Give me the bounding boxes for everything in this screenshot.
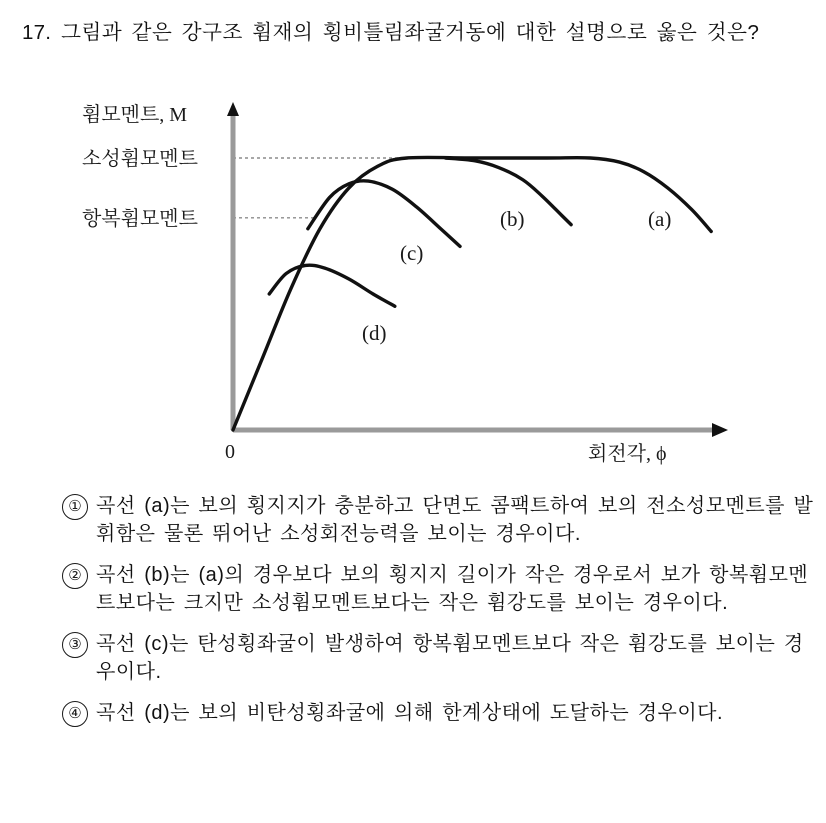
choice-text-3: 곡선 (c)는 탄성횡좌굴이 발생하여 항복휨모멘트보다 작은 휨강도를 보이는 경우이다. [96, 633, 804, 683]
choice-marker-3: ③ [62, 632, 88, 658]
curve-label-b: (b) [500, 207, 525, 231]
question-row [22, 18, 812, 47]
question-number: 17. [22, 21, 52, 44]
curve-label-c: (c) [400, 241, 424, 265]
chart-svg [0, 92, 826, 482]
curve-label-d: (d) [362, 321, 387, 345]
choice-text-1: 곡선 (a)는 보의 횡지지가 충분하고 단면도 콤팩트하여 보의 전소성모멘트를 발휘함은 물론 뛰어난 소성회전능력을 보이는 경우이다. [96, 495, 814, 545]
answer-choice[interactable] [62, 630, 822, 686]
curve-label-a: (a) [648, 207, 672, 231]
x-axis-label: 회전각, ϕ [588, 443, 667, 465]
yield-moment-label: 항복휨모멘트 [82, 207, 198, 230]
curve-a [233, 157, 711, 430]
y-axis-arrowhead [227, 102, 239, 116]
origin-label: 0 [225, 441, 235, 463]
moment-rotation-diagram [0, 92, 826, 482]
choice-text-2: 곡선 (b)는 (a)의 경우보다 보의 횡지지 길이가 작은 경우로서 보가 항복휨모멘트보다는 크지만 소성휨모멘트보다는 작은 휨강도를 보이는 경우이다. [96, 564, 809, 614]
answer-choice[interactable] [62, 561, 822, 617]
curve-d [269, 265, 395, 306]
choice-text-4: 곡선 (d)는 보의 비탄성횡좌굴에 의해 한계상태에 도달하는 경우이다. [96, 702, 724, 724]
question-block [22, 18, 812, 47]
choice-marker-2: ② [62, 563, 88, 589]
answer-choice[interactable] [62, 699, 822, 727]
choice-marker-4: ④ [62, 701, 88, 727]
choice-marker-1: ① [62, 494, 88, 520]
y-axis-label: 휨모멘트, M [82, 104, 188, 126]
answer-choice-list [62, 492, 822, 740]
plastic-moment-label: 소성휨모멘트 [82, 148, 198, 170]
answer-choice[interactable] [62, 492, 822, 548]
x-axis-arrowhead [712, 423, 728, 437]
question-text: 그림과 같은 강구조 휨재의 횡비틀림좌굴거동에 대한 설명으로 옳은 것은? [61, 21, 760, 44]
